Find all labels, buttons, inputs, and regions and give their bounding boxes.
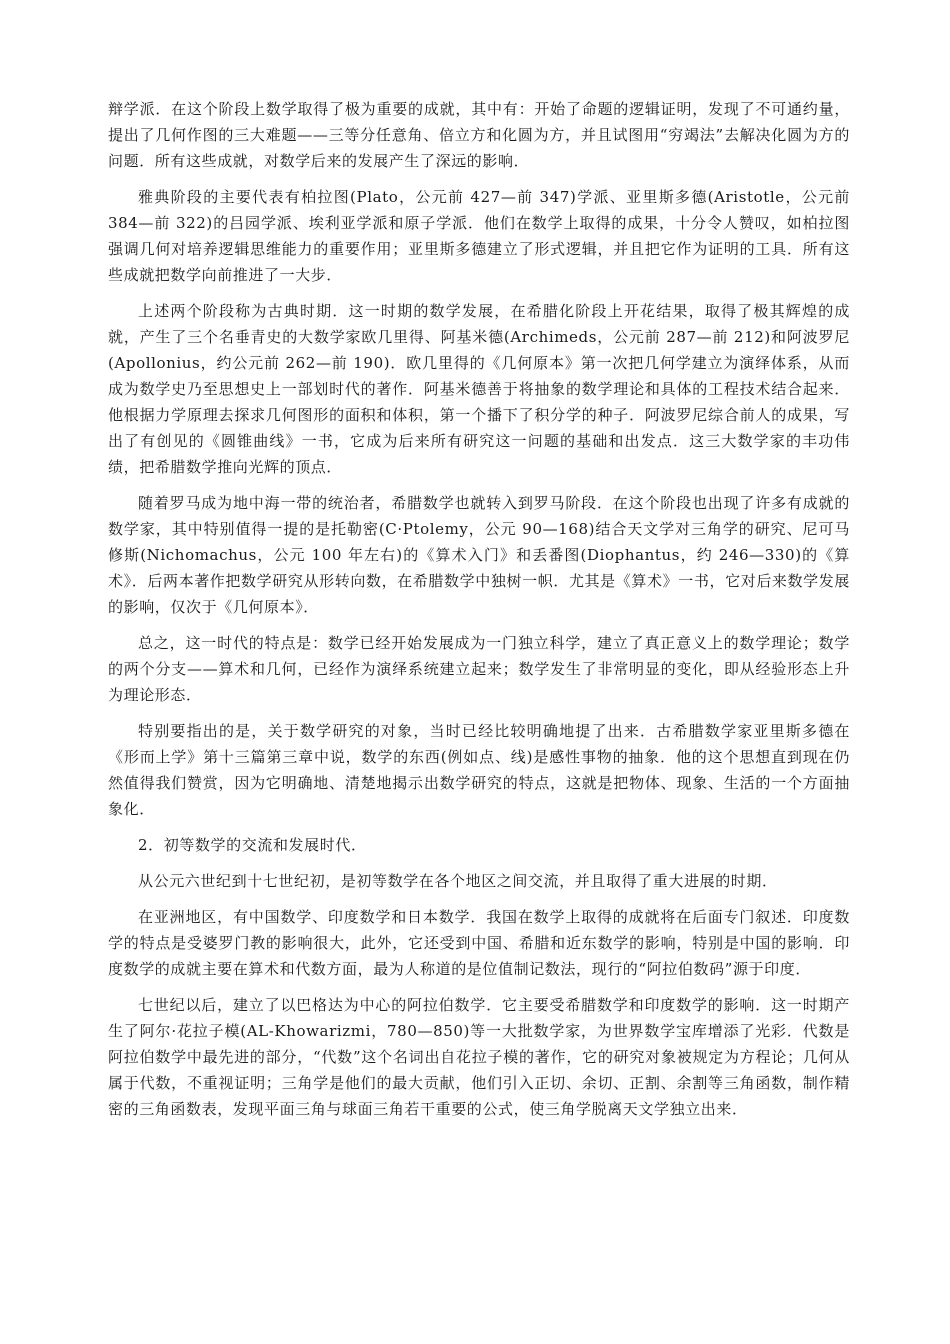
paragraph-asia-mathematics: 在亚洲地区，有中国数学、印度数学和日本数学．我国在数学上取得的成就将在后面专门叙述．印度数学的特点是受婆罗门教的影响很大，此外，它还受到中国、希腊和近东数学的影响，特别是中国的影响．印度数学的成就主要在算术和代数方面，最为人称道的是位值制记数法，现行的“阿拉伯数码”源于印度． [108,908,850,978]
paragraph-sixth-to-seventeenth-century: 从公元六世纪到十七世纪初，是初等数学在各个地区之间交流，并且取得了重大进展的时期． [138,872,778,890]
paragraph-summary: 总之，这一时代的特点是：数学已经开始发展成为一门独立科学，建立了真正意义上的数学理论；数学的两个分支——算术和几何，已经作为演绎系统建立起来；数学发生了非常明显的变化，即从经验形态上升为理论形态． [108,634,850,704]
paragraph-sophist-school: 辩学派．在这个阶段上数学取得了极为重要的成就，其中有：开始了命题的逻辑证明，发现了不可通约量，提出了几何作图的三大难题——三等分任意角、倍立方和化圆为方，并且试图用“穷竭法”去解决化圆为方的问题．所有这些成就，对数学后来的发展产生了深远的影响． [108,100,850,170]
section-heading-elementary-math: 2．初等数学的交流和发展时代． [138,836,367,854]
paragraph-research-object: 特别要指出的是，关于数学研究的对象，当时已经比较明确地提了出来．古希腊数学家亚里斯多德在《形而上学》第十三篇第三章中说，数学的东西(例如点、线)是感性事物的抽象．他的这个思想直到现在仍然值得我们赞赏，因为它明确地、清楚地揭示出数学研究的特点，这就是把物体、现象、生活的一个方面抽象化． [108,722,850,818]
paragraph-arabic-mathematics: 七世纪以后，建立了以巴格达为中心的阿拉伯数学．它主要受希腊数学和印度数学的影响．这一时期产生了阿尔·花拉子模(AL-Khowarizmi，780—850)等一大批数学家，为世界数学宝库增添了光彩．代数是阿拉伯数学中最先进的部分，“代数”这个名词出自花拉子模的著作，它的研究对象被规定为方程论；几何从属于代数，不重视证明；三角学是他们的最大贡献，他们引入正切、余切、正割、余割等三角函数，制作精密的三角函数表，发现平面三角与球面三角若干重要的公式，使三角学脱离天文学独立出来． [108,996,850,1118]
paragraph-athens-stage: 雅典阶段的主要代表有柏拉图(Plato，公元前 427—前 347)学派、亚里斯多德(Aristotle，公元前 384—前 322)的吕园学派、埃利亚学派和原子学派．他们在数学上取得的成果，十分令人赞叹，如柏拉图强调几何对培养逻辑思维能力的重要作用；亚里斯多德建立了形式逻辑，并且把它作为证明的工具．所有这些成就把数学向前推进了一大步． [108,188,850,284]
paragraph-roman-stage: 随着罗马成为地中海一带的统治者，希腊数学也就转入到罗马阶段．在这个阶段也出现了许多有成就的数学家，其中特别值得一提的是托勒密(C·Ptolemy，公元 90—168)结合天文学对三角学的研究、尼可马修斯(Nichomachus，公元 100 年左右)的《算术入门》和丢番图(Diophantus，约 246—330)的《算术》．后两本著作把数学研究从形转向数，在希腊数学中独树一帜．尤其是《算术》一书，它对后来数学发展的影响，仅次于《几何原本》． [108,494,850,616]
document-page [108,96,850,1132]
paragraph-classical-period: 上述两个阶段称为古典时期．这一时期的数学发展，在希腊化阶段上开花结果，取得了极其辉煌的成就，产生了三个名垂青史的大数学家欧几里得、阿基米德(Archimeds，公元前 287—前 212)和阿波罗尼(Apollonius，约公元前 262—前 190)．欧几里得的《几何原本》第一次把几何学建立为演绎体系，从而成为数学史乃至思想史上一部划时代的著作．阿基米德善于将抽象的数学理论和具体的工程技术结合起来．他根据力学原理去探求几何图形的面积和体积，第一个播下了积分学的种子．阿波罗尼综合前人的成果，写出了有创见的《圆锥曲线》一书，它成为后来所有研究这一问题的基础和出发点．这三大数学家的丰功伟绩，把希腊数学推向光辉的顶点． [108,302,850,476]
